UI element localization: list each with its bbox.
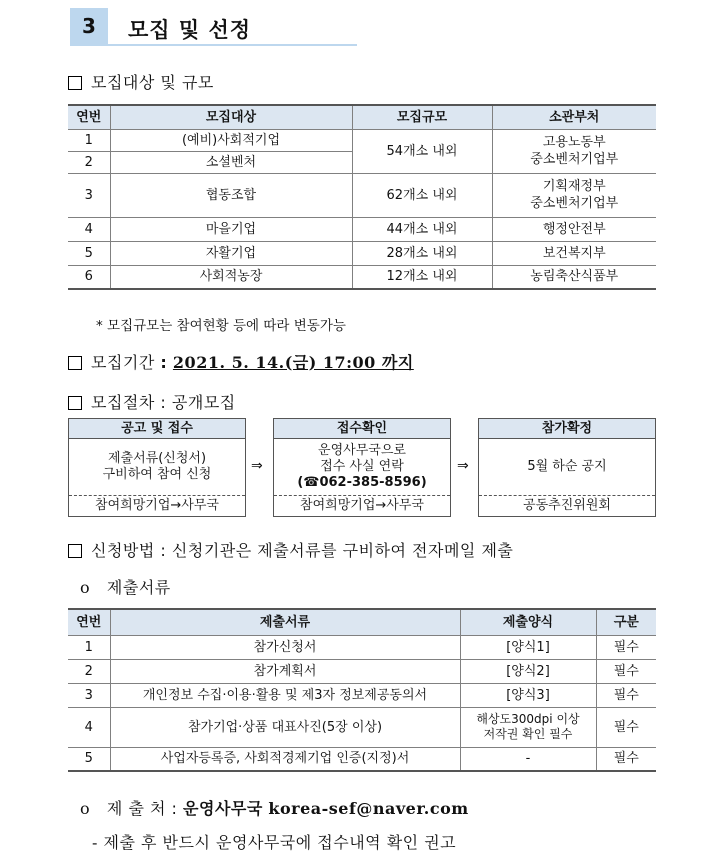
recruit-target-table [68, 104, 656, 290]
bullet-icon: o [80, 578, 91, 597]
docs-heading-text: 제출서류 [106, 578, 171, 597]
row-no: 2 [68, 151, 110, 173]
scale-note: * 모집규모는 참여현황 등에 따라 변동가능 [96, 318, 346, 334]
row-no: 5 [68, 241, 110, 265]
arrow-icon: ⇒ [457, 458, 469, 474]
period-value: 2021. 5. 14.(금) 17:00 까지 [172, 353, 414, 372]
col-header-no: 연번 [68, 609, 110, 635]
col-header-form: 제출양식 [460, 609, 596, 635]
apply-line [68, 538, 513, 561]
step-footer: 공동추진위원회 [479, 495, 655, 516]
row-form: 해상도300dpi 이상 저작권 확인 필수 [460, 707, 596, 747]
table-row: 3 개인정보 수집·이용·활용 및 제3자 정보제공동의서 [양식3] 필수 [68, 683, 656, 707]
procedure-step-2 [273, 418, 451, 517]
row-no: 1 [68, 129, 110, 151]
phone-number: (☎062-385-8596) [297, 475, 427, 490]
row-scale: 54개소 내외 [352, 129, 492, 173]
checkbox-icon [68, 76, 82, 90]
col-header-dept: 소관부처 [492, 105, 656, 129]
row-target: 소셜벤처 [110, 151, 352, 173]
table-row [68, 265, 656, 289]
col-header-type: 구분 [596, 609, 656, 635]
row-dept: 고용노동부 중소벤처기업부 [492, 129, 656, 173]
submit-to-org: 운영사무국 [183, 799, 263, 818]
step-body: 제출서류(신청서) 구비하여 참여 신청 [102, 451, 212, 482]
recruit-target-heading [68, 70, 214, 93]
period-label: 모집기간 [91, 353, 155, 372]
row-target: 자활기업 [110, 241, 352, 265]
step-body: 5월 하순 공지 [527, 459, 607, 474]
recruit-target-heading-text: 모집대상 및 규모 [91, 73, 214, 92]
section-number: 3 [70, 8, 108, 44]
submit-to-colon: : [171, 799, 178, 818]
row-dept: 보건복지부 [492, 241, 656, 265]
step-footer: 참여희망기업→사무국 [69, 495, 245, 516]
procedure-label: 모집절차 [91, 393, 155, 412]
step-title: 접수확인 [274, 419, 450, 439]
procedure-step-3 [478, 418, 656, 517]
table-row [68, 217, 656, 241]
docs-table [68, 608, 656, 772]
submit-email[interactable]: korea-sef@naver.com [268, 799, 469, 818]
section-underline [70, 44, 357, 46]
procedure-colon: : [160, 393, 167, 412]
row-scale: 62개소 내외 [352, 173, 492, 217]
table-row [68, 173, 656, 217]
submit-to-line [80, 796, 469, 819]
table-header-row [68, 609, 656, 635]
apply-value: 신청기관은 제출서류를 구비하여 전자메일 제출 [171, 541, 514, 560]
row-scale: 28개소 내외 [352, 241, 492, 265]
period-line [68, 350, 414, 373]
footnote: - 제출 후 반드시 운영사무국에 접수내역 확인 권고 [92, 833, 457, 852]
checkbox-icon [68, 544, 82, 558]
section-title: 모집 및 선정 [128, 18, 252, 42]
submit-to-label: 제 출 처 [106, 799, 166, 818]
col-header-doc: 제출서류 [110, 609, 460, 635]
table-row: 5 사업자등록증, 사회적경제기업 인증(지정)서 - 필수 [68, 747, 656, 771]
apply-label: 신청방법 [91, 541, 155, 560]
docs-heading [80, 575, 171, 598]
row-dept: 행정안전부 [492, 217, 656, 241]
table-row: 1 참가신청서 [양식1] 필수 [68, 635, 656, 659]
row-target: 사회적농장 [110, 265, 352, 289]
table-header-row [68, 105, 656, 129]
checkbox-icon [68, 396, 82, 410]
apply-colon: : [160, 541, 167, 560]
step-body: 운영사무국으로 접수 사실 연락 (☎062-385-8596) [297, 443, 427, 490]
col-header-scale: 모집규모 [352, 105, 492, 129]
table-row: 2 참가계획서 [양식2] 필수 [68, 659, 656, 683]
arrow-icon: ⇒ [251, 458, 263, 474]
col-header-target: 모집대상 [110, 105, 352, 129]
row-no: 3 [68, 173, 110, 217]
procedure-step-1 [68, 418, 246, 517]
row-target: (예비)사회적기업 [110, 129, 352, 151]
checkbox-icon [68, 356, 82, 370]
row-target: 협동조합 [110, 173, 352, 217]
procedure-value: 공개모집 [171, 393, 236, 412]
table-row [68, 241, 656, 265]
table-row: 4 참가기업·상품 대표사진(5장 이상) 해상도300dpi 이상 저작권 확인 필수 필수 [68, 707, 656, 747]
row-target: 마을기업 [110, 217, 352, 241]
period-colon: : [160, 353, 168, 372]
step-title: 공고 및 접수 [69, 419, 245, 439]
step-title: 참가확정 [479, 419, 655, 439]
table-row [68, 129, 656, 151]
step-footer: 참여희망기업→사무국 [274, 495, 450, 516]
row-dept: 기획재정부 중소벤처기업부 [492, 173, 656, 217]
col-header-no: 연번 [68, 105, 110, 129]
row-no: 4 [68, 217, 110, 241]
row-scale: 12개소 내외 [352, 265, 492, 289]
procedure-line [68, 390, 236, 413]
row-no: 6 [68, 265, 110, 289]
row-scale: 44개소 내외 [352, 217, 492, 241]
row-dept: 농림축산식품부 [492, 265, 656, 289]
bullet-icon: o [80, 799, 91, 818]
